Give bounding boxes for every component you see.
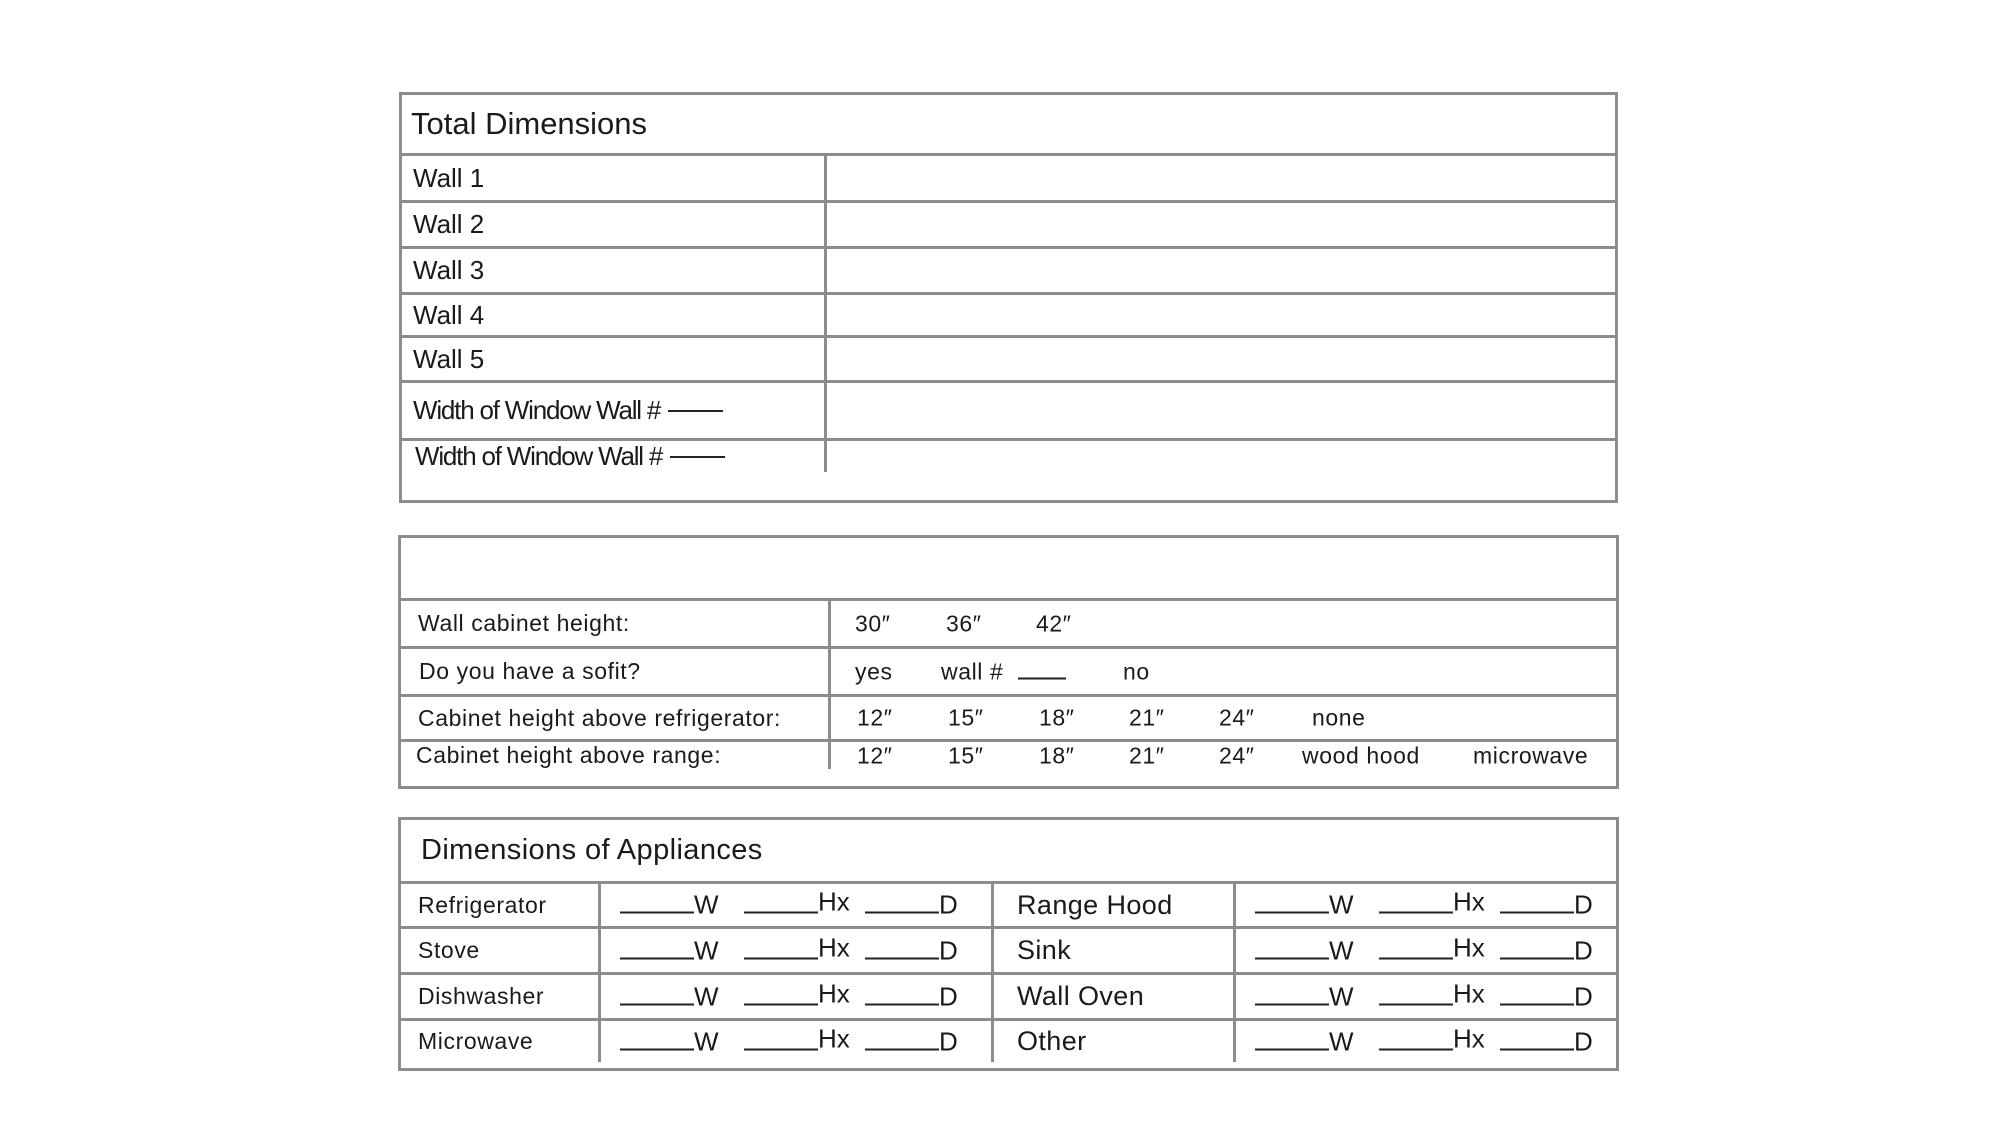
table-row [401,926,1616,972]
wall-4-label: Wall 4 [402,295,827,335]
appliance-dimensions [1236,929,1616,972]
option-36[interactable]: 36″ [946,610,982,636]
above-refrigerator-label: Cabinet height above refrigerator: [401,697,831,739]
depth-unit: D [1574,889,1593,920]
depth-unit: D [1574,1026,1593,1056]
appliance-dimensions-title: Dimensions of Appliances [421,834,763,866]
appliance-dimensions-table [398,817,1619,1071]
wall-5-value-field[interactable] [827,338,1615,380]
window-wall-2-value-field[interactable] [827,441,1615,472]
window-wall-1-label: Width of Window Wall # [402,383,827,438]
appliance-dimensions [601,884,994,926]
table-row [402,246,1615,292]
table-row [402,335,1615,380]
height-unit: Hx [1453,886,1485,917]
wall-2-value-field[interactable] [827,203,1615,246]
cabinet-options-title [401,538,1616,598]
option-microwave[interactable]: microwave [1473,742,1589,768]
depth-unit: D [939,1026,958,1056]
sofit-options [831,649,1616,694]
width-unit: W [1329,889,1354,920]
width-blank[interactable] [1255,957,1329,959]
appliance-dimensions [1236,1021,1616,1062]
option-24[interactable]: 24″ [1219,742,1255,768]
height-blank[interactable] [744,1003,818,1005]
table-row [401,972,1616,1018]
depth-blank[interactable] [1500,957,1574,959]
appliance-dimensions [1236,975,1616,1018]
depth-unit: D [1574,981,1593,1011]
window-wall-number-blank[interactable] [670,456,725,458]
window-wall-2-label: Width of Window Wall # [402,441,827,472]
above-refrigerator-options [831,697,1616,739]
height-blank[interactable] [744,912,818,914]
width-unit: W [1329,1026,1354,1056]
width-blank[interactable] [1255,1048,1329,1050]
depth-blank[interactable] [1500,1003,1574,1005]
sofit-yes-option[interactable]: yes [855,658,893,684]
total-dimensions-title: Total Dimensions [411,106,648,141]
height-blank[interactable] [1379,1003,1453,1005]
height-unit: Hx [1453,932,1485,962]
depth-unit: D [939,889,958,920]
sofit-wall-option[interactable]: wall # [941,658,1066,685]
table-row [401,1018,1616,1062]
depth-blank[interactable] [865,912,939,914]
width-unit: W [1329,981,1354,1011]
table-row [401,598,1616,646]
height-blank[interactable] [1379,912,1453,914]
wall-cabinet-height-options [831,601,1616,646]
depth-blank[interactable] [865,1048,939,1050]
appliance-dimensions [601,975,994,1018]
option-12[interactable]: 12″ [857,704,893,731]
width-unit: W [694,935,719,965]
width-blank[interactable] [1255,1003,1329,1005]
width-unit: W [694,981,719,1011]
sofit-question-label: Do you have a sofit? [401,649,831,694]
window-wall-1-value-field[interactable] [827,383,1615,438]
appliance-name: Refrigerator [401,884,601,926]
sofit-no-option[interactable]: no [1123,658,1150,684]
option-30[interactable]: 30″ [855,610,891,636]
depth-unit: D [1574,935,1593,965]
option-wood-hood[interactable]: wood hood [1302,742,1420,768]
above-range-label: Cabinet height above range: [401,742,831,769]
width-blank[interactable] [620,1003,694,1005]
wall-1-value-field[interactable] [827,156,1615,200]
wall-3-value-field[interactable] [827,249,1615,292]
appliance-name: Stove [401,929,601,972]
appliance-name: Range Hood [994,884,1236,926]
table-row [401,881,1616,926]
depth-blank[interactable] [865,1003,939,1005]
depth-blank[interactable] [1500,912,1574,914]
width-blank[interactable] [1255,912,1329,914]
depth-blank[interactable] [1500,1048,1574,1050]
height-blank[interactable] [1379,957,1453,959]
window-wall-number-blank[interactable] [668,410,723,412]
table-row [402,438,1615,472]
option-42[interactable]: 42″ [1036,610,1072,636]
option-21[interactable]: 21″ [1129,704,1165,731]
height-unit: Hx [818,1023,850,1053]
height-unit: Hx [818,978,850,1008]
wall-5-label: Wall 5 [402,338,827,380]
option-18[interactable]: 18″ [1039,704,1075,731]
appliance-dimensions [601,929,994,972]
appliance-name: Wall Oven [994,975,1236,1018]
table-row [402,200,1615,246]
wall-1-label: Wall 1 [402,156,827,200]
width-blank[interactable] [620,1048,694,1050]
option-21[interactable]: 21″ [1129,742,1165,768]
option-18[interactable]: 18″ [1039,742,1075,768]
height-blank[interactable] [744,957,818,959]
depth-blank[interactable] [865,957,939,959]
width-blank[interactable] [620,912,694,914]
appliance-dimensions [1236,884,1616,926]
option-none[interactable]: none [1312,704,1366,731]
appliance-name: Sink [994,929,1236,972]
wall-3-label: Wall 3 [402,249,827,292]
appliance-name: Dishwasher [401,975,601,1018]
cabinet-options-table [398,535,1619,789]
wall-2-label: Wall 2 [402,203,827,246]
height-unit: Hx [1453,1023,1485,1053]
depth-unit: D [939,935,958,965]
appliance-name: Other [994,1021,1236,1062]
width-blank[interactable] [620,957,694,959]
appliance-name: Microwave [401,1021,601,1062]
table-row [401,739,1616,769]
table-row [401,694,1616,739]
table-row [401,646,1616,694]
table-row [402,153,1615,200]
above-range-options [831,742,1616,769]
total-dimensions-table [399,92,1618,503]
option-15[interactable]: 15″ [948,704,984,731]
table-row [402,380,1615,438]
width-unit: W [1329,935,1354,965]
depth-unit: D [939,981,958,1011]
sofit-wall-number-blank[interactable] [1018,677,1066,679]
option-12[interactable]: 12″ [857,742,893,768]
height-unit: Hx [818,886,850,917]
height-blank[interactable] [1379,1048,1453,1050]
appliance-dimensions [601,1021,994,1062]
table-row [402,292,1615,335]
height-unit: Hx [818,932,850,962]
height-unit: Hx [1453,978,1485,1008]
width-unit: W [694,889,719,920]
wall-4-value-field[interactable] [827,295,1615,335]
option-15[interactable]: 15″ [948,742,984,768]
width-unit: W [694,1026,719,1056]
wall-cabinet-height-label: Wall cabinet height: [401,601,831,646]
height-blank[interactable] [744,1048,818,1050]
option-24[interactable]: 24″ [1219,704,1255,731]
